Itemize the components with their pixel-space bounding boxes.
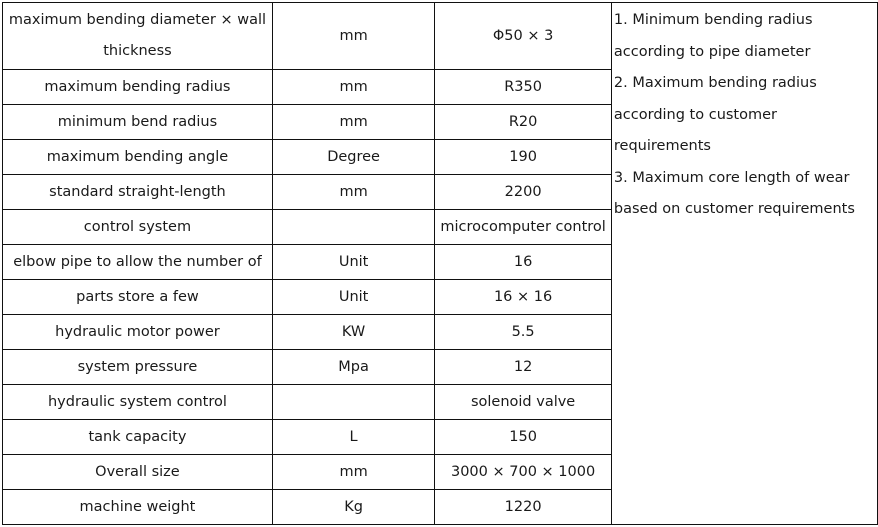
param-value: 5.5: [435, 315, 612, 350]
param-unit: [272, 385, 434, 420]
param-value: Φ50 × 3: [435, 3, 612, 70]
param-unit: mm: [272, 3, 434, 70]
param-name: maximum bending angle: [3, 140, 273, 175]
param-name: maximum bending diameter × wall thickness: [3, 3, 273, 70]
param-value: 190: [435, 140, 612, 175]
table-row: [3, 3, 878, 70]
param-unit: Kg: [272, 490, 434, 525]
param-unit: [272, 210, 434, 245]
param-unit: mm: [272, 175, 434, 210]
param-unit: Unit: [272, 245, 434, 280]
param-name: standard straight-length: [3, 175, 273, 210]
param-unit: Mpa: [272, 350, 434, 385]
param-value: 16 × 16: [435, 280, 612, 315]
param-name: control system: [3, 210, 273, 245]
param-unit: Degree: [272, 140, 434, 175]
param-unit: Unit: [272, 280, 434, 315]
param-value: 2200: [435, 175, 612, 210]
param-value: 12: [435, 350, 612, 385]
param-value: microcomputer control: [435, 210, 612, 245]
param-value: 150: [435, 420, 612, 455]
param-unit: mm: [272, 105, 434, 140]
param-name: machine weight: [3, 490, 273, 525]
notes-cell: [611, 3, 877, 525]
param-name: elbow pipe to allow the number of: [3, 245, 273, 280]
note-item: 3. Maximum core length of wear based on customer requirements: [613, 169, 855, 217]
spec-table: [2, 2, 878, 525]
param-name: hydraulic motor power: [3, 315, 273, 350]
param-value: R350: [435, 70, 612, 105]
param-value: 1220: [435, 490, 612, 525]
param-value: R20: [435, 105, 612, 140]
param-name: system pressure: [3, 350, 273, 385]
param-value: solenoid valve: [435, 385, 612, 420]
param-unit: L: [272, 420, 434, 455]
param-unit: mm: [272, 70, 434, 105]
param-name: minimum bend radius: [3, 105, 273, 140]
param-name: parts store a few: [3, 280, 273, 315]
param-name: tank capacity: [3, 420, 273, 455]
param-name: maximum bending radius: [3, 70, 273, 105]
note-item: 1. Minimum bending radius according to pipe diameter: [613, 12, 813, 60]
param-name: Overall size: [3, 455, 273, 490]
param-value: 3000 × 700 × 1000: [435, 455, 612, 490]
param-unit: mm: [272, 455, 434, 490]
param-value: 16: [435, 245, 612, 280]
param-unit: KW: [272, 315, 434, 350]
note-item: 2. Maximum bending radius according to customer requirements: [613, 75, 817, 154]
param-name: hydraulic system control: [3, 385, 273, 420]
